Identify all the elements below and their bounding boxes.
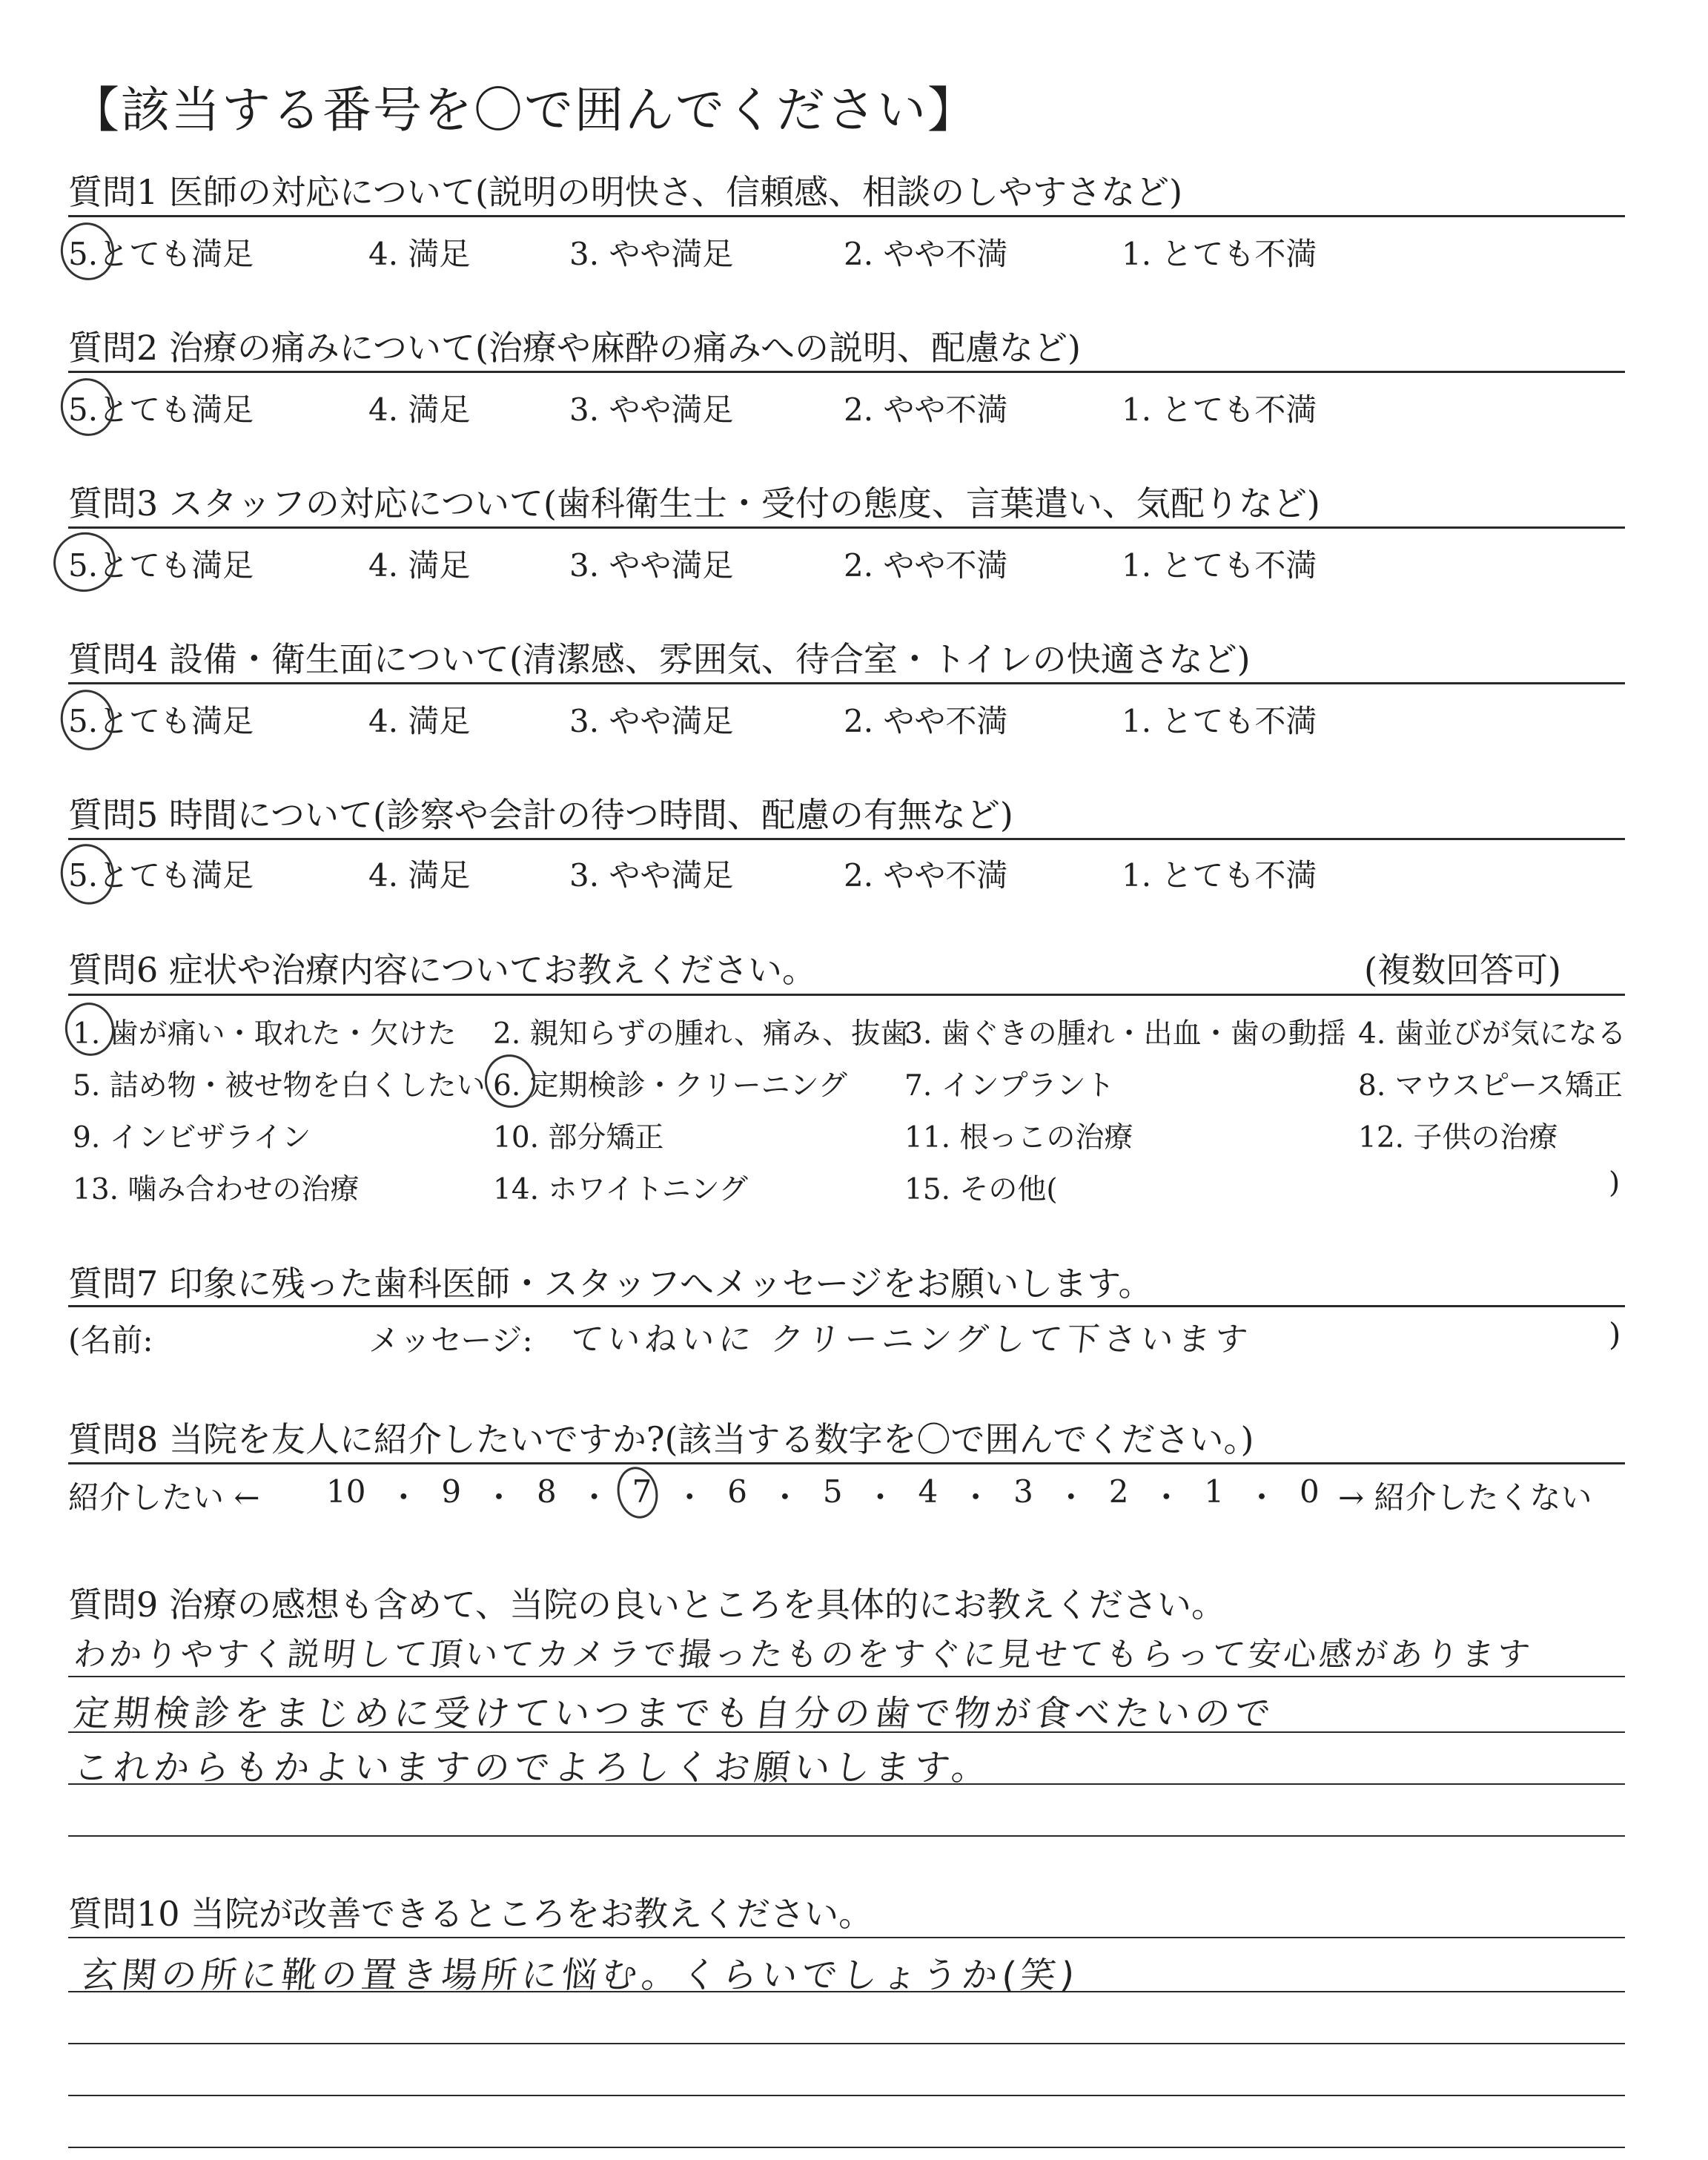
scale-dot: ・: [483, 1479, 515, 1516]
q4-option-4[interactable]: 4. 満足: [368, 703, 471, 739]
q9-answer-line-2[interactable]: 定期検診をまじめに受けていつまでも自分の歯で物が食べたいので: [71, 1693, 1277, 1734]
q2-selection-circle: [56, 373, 120, 440]
q6-item-1[interactable]: 1. 歯が痛い・取れた・欠けた: [73, 1017, 457, 1051]
answer-line: [68, 2095, 1625, 2096]
question-1: 質問1 医師の対応について(説明の明快さ、信頼感、相談のしやすさなど): [68, 172, 1183, 212]
rating-scale: [326, 1473, 1320, 1518]
divider: [68, 215, 1625, 217]
question-2: 質問2 治療の痛みについて(治療や麻酔の痛みへの説明、配慮など): [68, 328, 1081, 368]
answer-line: [68, 1676, 1625, 1677]
scale-dot: ・: [864, 1479, 896, 1516]
answer-line: [68, 2043, 1625, 2044]
scale-dot: ・: [674, 1479, 706, 1516]
q2-option-4[interactable]: 4. 満足: [368, 392, 471, 428]
message-label: メッセージ:: [368, 1322, 533, 1358]
q5-option-4[interactable]: 4. 満足: [368, 857, 471, 894]
q4-option-2[interactable]: 2. やや不満: [844, 703, 1008, 739]
q6-item-2[interactable]: 2. 親知らずの腫れ、痛み、抜歯: [493, 1017, 910, 1051]
divider: [68, 1305, 1625, 1307]
question-9: 質問9 治療の感想も含めて、当院の良いところを具体的にお教えください。: [68, 1585, 1225, 1625]
q6-item-7[interactable]: 7. インプラント: [904, 1069, 1115, 1103]
divider: [68, 526, 1625, 529]
answer-line: [68, 1835, 1625, 1837]
scale-dot: ・: [1055, 1479, 1087, 1516]
scale-dot: ・: [388, 1479, 420, 1516]
q6-item-8[interactable]: 8. マウスピース矯正: [1358, 1069, 1623, 1103]
q6-item-12[interactable]: 12. 子供の治療: [1358, 1121, 1558, 1155]
multiple-answers-note: (複数回答可): [1364, 950, 1561, 990]
scale-number-5[interactable]: 5: [822, 1473, 843, 1510]
q4-option-1[interactable]: 1. とても不満: [1122, 703, 1317, 739]
q5-option-3[interactable]: 3. やや満足: [569, 857, 734, 894]
divider: [68, 682, 1625, 684]
divider: [68, 371, 1625, 373]
form-header: 【該当する番号を〇で囲んでください】: [70, 82, 978, 139]
q1-option-2[interactable]: 2. やや不満: [844, 236, 1008, 272]
answer-line: [68, 2147, 1625, 2148]
scale-number-4[interactable]: 4: [918, 1473, 939, 1510]
question-6: 質問6 症状や治療内容についてお教えください。: [68, 950, 816, 990]
scale-left-label: 紹介したい ←: [68, 1479, 260, 1516]
q3-selection-circle: [48, 526, 122, 598]
divider: [68, 994, 1625, 996]
question-5: 質問5 時間について(診察や会計の待つ時間、配慮の有無など): [68, 795, 1013, 835]
answer-line: [68, 1937, 1625, 1938]
q6-item-6[interactable]: 6. 定期検診・クリーニング: [493, 1069, 847, 1103]
q6-item-15-close: ): [1609, 1166, 1621, 1200]
q3-option-3[interactable]: 3. やや満足: [569, 547, 734, 584]
q5-option-5[interactable]: 5.とても満足: [68, 857, 254, 894]
q6-item-15[interactable]: 15. その他(: [904, 1173, 1058, 1206]
q1-selection-circle: [56, 217, 120, 285]
q6-item-11[interactable]: 11. 根っこの治療: [904, 1121, 1133, 1155]
q5-option-2[interactable]: 2. やや不満: [844, 857, 1008, 894]
message-handwritten[interactable]: ていねいに クリーニングして下さいます: [568, 1321, 1254, 1358]
question-10: 質問10 当院が改善できるところをお教えください。: [68, 1894, 873, 1934]
q1-option-5[interactable]: 5.とても満足: [68, 236, 254, 272]
question-3: 質問3 スタッフの対応について(歯科衛生士・受付の態度、言葉遣い、気配りなど): [68, 483, 1320, 524]
q6-item-13[interactable]: 13. 噛み合わせの治療: [73, 1173, 360, 1206]
q6-item-3[interactable]: 3. 歯ぐきの腫れ・出血・歯の動揺: [904, 1017, 1346, 1051]
q4-option-5[interactable]: 5.とても満足: [68, 703, 254, 739]
scale-number-2[interactable]: 2: [1108, 1473, 1129, 1510]
q5-option-1[interactable]: 1. とても不満: [1122, 857, 1317, 894]
divider: [68, 1462, 1625, 1464]
q5-selection-circle: [55, 839, 119, 909]
q6-item-5[interactable]: 5. 詰め物・被せ物を白くしたい: [73, 1069, 486, 1103]
scale-number-1[interactable]: 1: [1204, 1473, 1225, 1510]
scale-number-0[interactable]: 0: [1299, 1473, 1320, 1510]
divider: [68, 838, 1625, 840]
scale-number-6[interactable]: 6: [727, 1473, 747, 1510]
scale-dot: ・: [1246, 1479, 1278, 1516]
name-label: (名前:: [68, 1322, 153, 1358]
q4-option-3[interactable]: 3. やや満足: [569, 703, 734, 739]
scale-right-label: → 紹介したくない: [1338, 1479, 1592, 1516]
message-close: ): [1609, 1316, 1621, 1353]
scale-dot: ・: [1151, 1479, 1182, 1516]
q6-item-9[interactable]: 9. インビザライン: [73, 1121, 311, 1155]
q6-item-14[interactable]: 14. ホワイトニング: [493, 1173, 748, 1206]
scale-number-3[interactable]: 3: [1013, 1473, 1033, 1510]
q3-option-1[interactable]: 1. とても不満: [1122, 547, 1317, 584]
scale-dot: ・: [769, 1479, 801, 1516]
scale-number-8[interactable]: 8: [536, 1473, 557, 1510]
q3-option-4[interactable]: 4. 満足: [368, 547, 471, 584]
scale-dot: ・: [960, 1479, 992, 1516]
question-8: 質問8 当院を友人に紹介したいですか?(該当する数字を〇で囲んでください。): [68, 1419, 1254, 1459]
q1-option-4[interactable]: 4. 満足: [368, 236, 471, 272]
q6-item-10[interactable]: 10. 部分矯正: [493, 1121, 664, 1155]
question-4: 質問4 設備・衛生面について(清潔感、雰囲気、待合室・トイレの快適さなど): [68, 639, 1251, 679]
q9-answer-line-3[interactable]: これからもかよいますのでよろしくお願いします。: [71, 1747, 994, 1789]
q9-answer-line-1[interactable]: わかりやすく説明して頂いてカメラで撮ったものをすぐに見せてもらって安心感があります: [71, 1636, 1535, 1674]
q2-option-3[interactable]: 3. やや満足: [569, 392, 734, 428]
q2-option-2[interactable]: 2. やや不満: [844, 392, 1008, 428]
q6-item-4[interactable]: 4. 歯並びが気になる: [1358, 1017, 1626, 1051]
scale-number-9[interactable]: 9: [441, 1473, 462, 1510]
scale-number-7[interactable]: 7: [632, 1473, 652, 1510]
question-7: 質問7 印象に残った歯科医師・スタッフへメッセージをお願いします。: [68, 1264, 1153, 1304]
q2-option-1[interactable]: 1. とても不満: [1122, 392, 1317, 428]
q1-option-3[interactable]: 3. やや満足: [569, 236, 734, 272]
q1-option-1[interactable]: 1. とても不満: [1122, 236, 1317, 272]
scale-dot: ・: [578, 1479, 610, 1516]
q2-option-5[interactable]: 5.とても満足: [68, 392, 254, 428]
q4-selection-circle: [55, 684, 119, 755]
q3-option-5[interactable]: 5.とても満足: [68, 547, 254, 584]
scale-number-10[interactable]: 10: [326, 1473, 366, 1510]
q3-option-2[interactable]: 2. やや不満: [844, 547, 1008, 584]
q10-answer-line-1[interactable]: 玄関の所に靴の置き場所に悩む。くらいでしょうか(笑): [79, 1955, 1081, 1996]
